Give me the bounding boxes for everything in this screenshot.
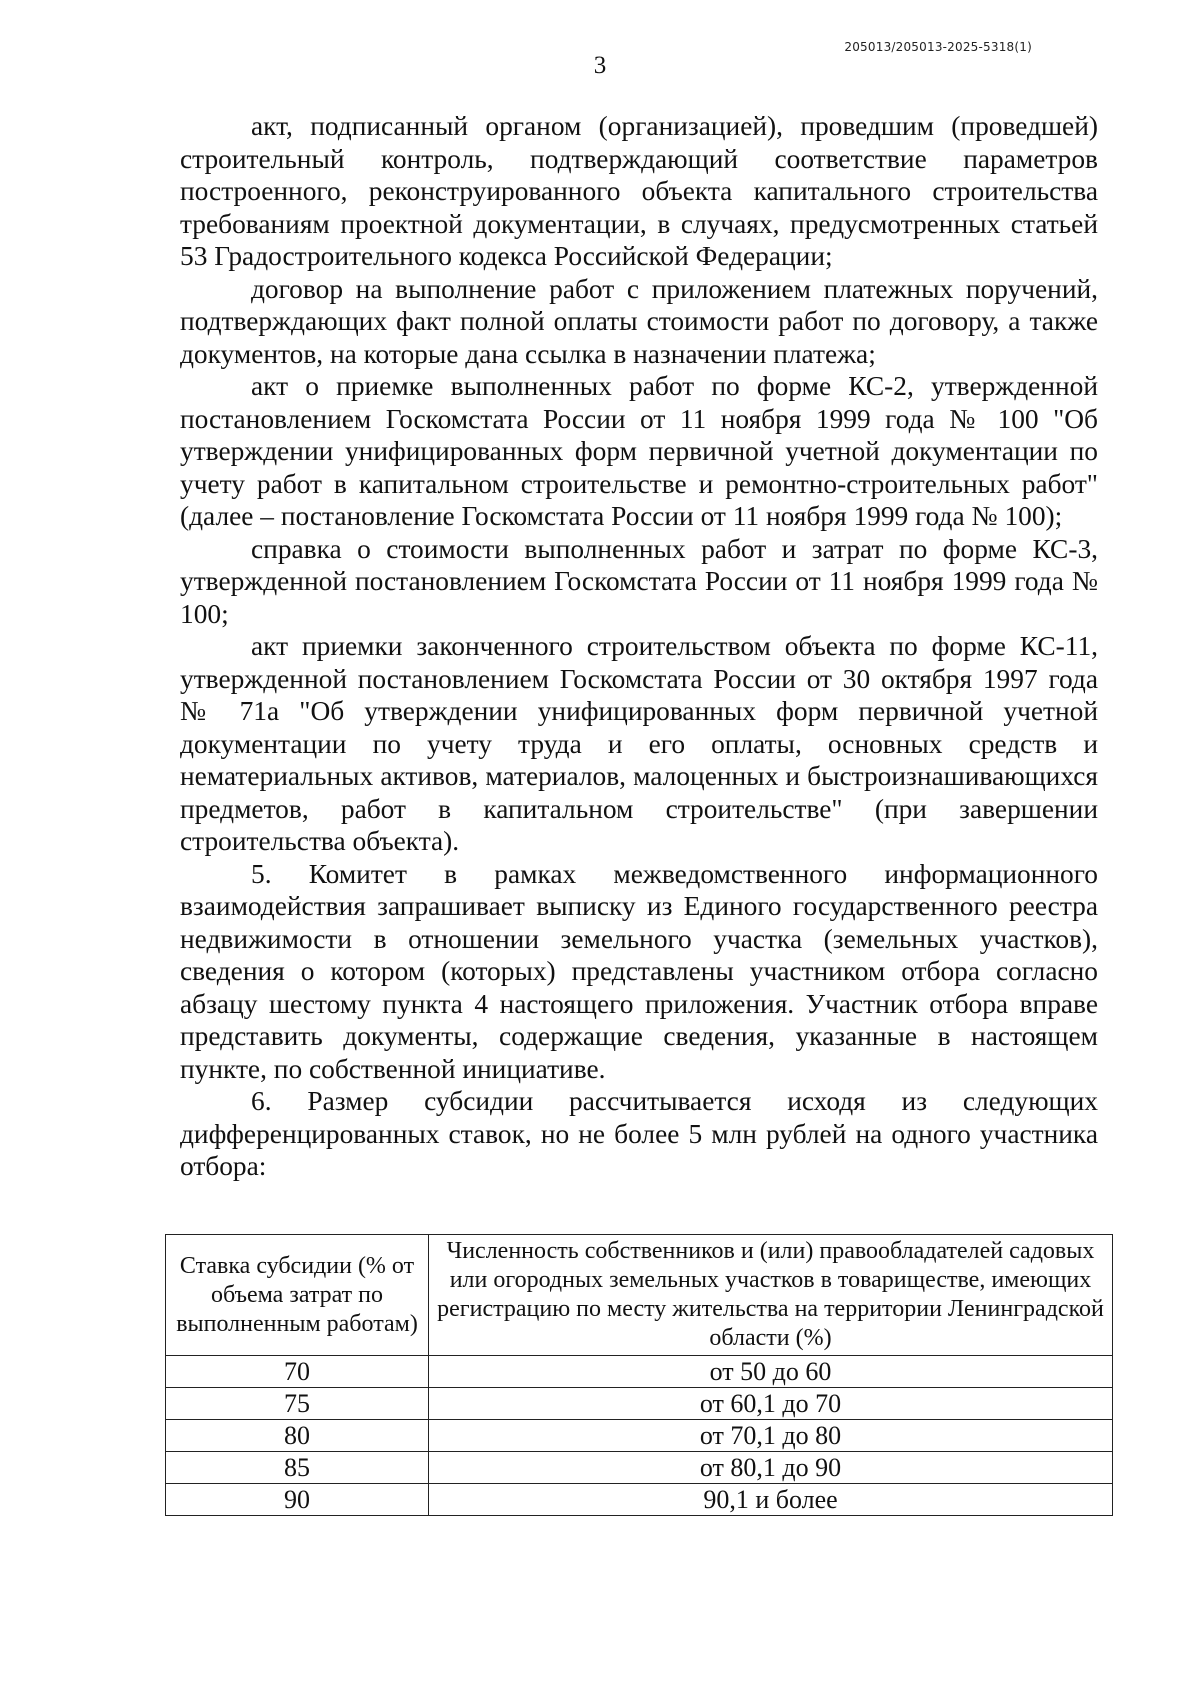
- cell-range: от 70,1 до 80: [429, 1420, 1113, 1452]
- header-owners-share: Численность собственников и (или) правообладателей садовых или огородных земельных участков в товариществе, имеющих регистрацию по месту жительства на территории Ленинградской области (%): [429, 1235, 1113, 1356]
- table-row: [166, 1452, 1113, 1484]
- cell-range: от 50 до 60: [429, 1356, 1113, 1388]
- table-row: [166, 1356, 1113, 1388]
- paragraph-ks11-act: акт приемки законченного строительством объекта по форме КС-11, утвержденной постановлением Госкомстата России от 30 октября 1997 года № 71а "Об утверждении унифицированных форм первичной учетной документации по учету труда и его оплаты, основных средств и нематериальных активов, материалов, малоценных и быстроизнашивающихся предметов, работ в капитальном строительстве" (при завершении строительства объекта).: [180, 631, 1098, 856]
- cell-rate: 80: [166, 1420, 429, 1452]
- header-subsidy-rate: Ставка субсидии (% от объема затрат по выполненным работам): [166, 1235, 429, 1356]
- paragraph-item-6: 6. Размер субсидии рассчитывается исходя из следующих дифференцированных ставок, но не более 5 млн рублей на одного участника отбора:: [180, 1086, 1098, 1181]
- paragraph-item-5: 5. Комитет в рамках межведомственного информационного взаимодействия запрашивает выписку из Единого государственного реестра недвижимости в отношении земельного участка (земельных участков), сведения о котором (которых) представлены участником отбора согласно абзацу шестому пункта 4 настоящего приложения. Участник отбора вправе представить документы, содержащие сведения, указанные в настоящем пункте, по собственной инициативе.: [180, 858, 1098, 1084]
- document-body: [180, 110, 1098, 1183]
- cell-rate: 85: [166, 1452, 429, 1484]
- cell-range: от 60,1 до 70: [429, 1388, 1113, 1420]
- cell-rate: 75: [166, 1388, 429, 1420]
- table-row: [166, 1388, 1113, 1420]
- cell-rate: 70: [166, 1356, 429, 1388]
- table-row: [166, 1420, 1113, 1452]
- cell-range: от 80,1 до 90: [429, 1452, 1113, 1484]
- page-number: 3: [593, 52, 607, 79]
- document-id: 205013/205013-2025-5318(1): [844, 40, 1032, 54]
- paragraph-works-contract: договор на выполнение работ с приложением платежных поручений, подтверждающих факт полной оплаты стоимости работ по договору, а также документов, на которые дана ссылка в назначении платежа;: [180, 273, 1098, 369]
- table-row: [166, 1484, 1113, 1516]
- paragraph-construction-control-act: акт, подписанный органом (организацией), проведшим (проведшей) строительный контроль, подтверждающий соответствие параметров построенного, реконструированного объекта капитального строительства требованиям проектной документации, в случаях, предусмотренных статьей 53 Градостроительного кодекса Российской Федерации;: [180, 111, 1098, 271]
- table-header-row: [166, 1235, 1113, 1356]
- subsidy-rates-table: [165, 1234, 1113, 1516]
- cell-rate: 90: [166, 1484, 429, 1516]
- paragraph-ks3-certificate: справка о стоимости выполненных работ и затрат по форме КС-3, утвержденной постановлением Госкомстата России от 11 ноября 1999 года № 100;: [180, 533, 1098, 629]
- paragraph-ks2-act: акт о приемке выполненных работ по форме КС-2, утвержденной постановлением Госкомстата России от 11 ноября 1999 года № 100 "Об утверждении унифицированных форм первичной учетной документации по учету работ в капитальном строительстве и ремонтно-строительных работ" (далее – постановление Госкомстата России от 11 ноября 1999 года № 100);: [180, 371, 1098, 531]
- cell-range: 90,1 и более: [429, 1484, 1113, 1516]
